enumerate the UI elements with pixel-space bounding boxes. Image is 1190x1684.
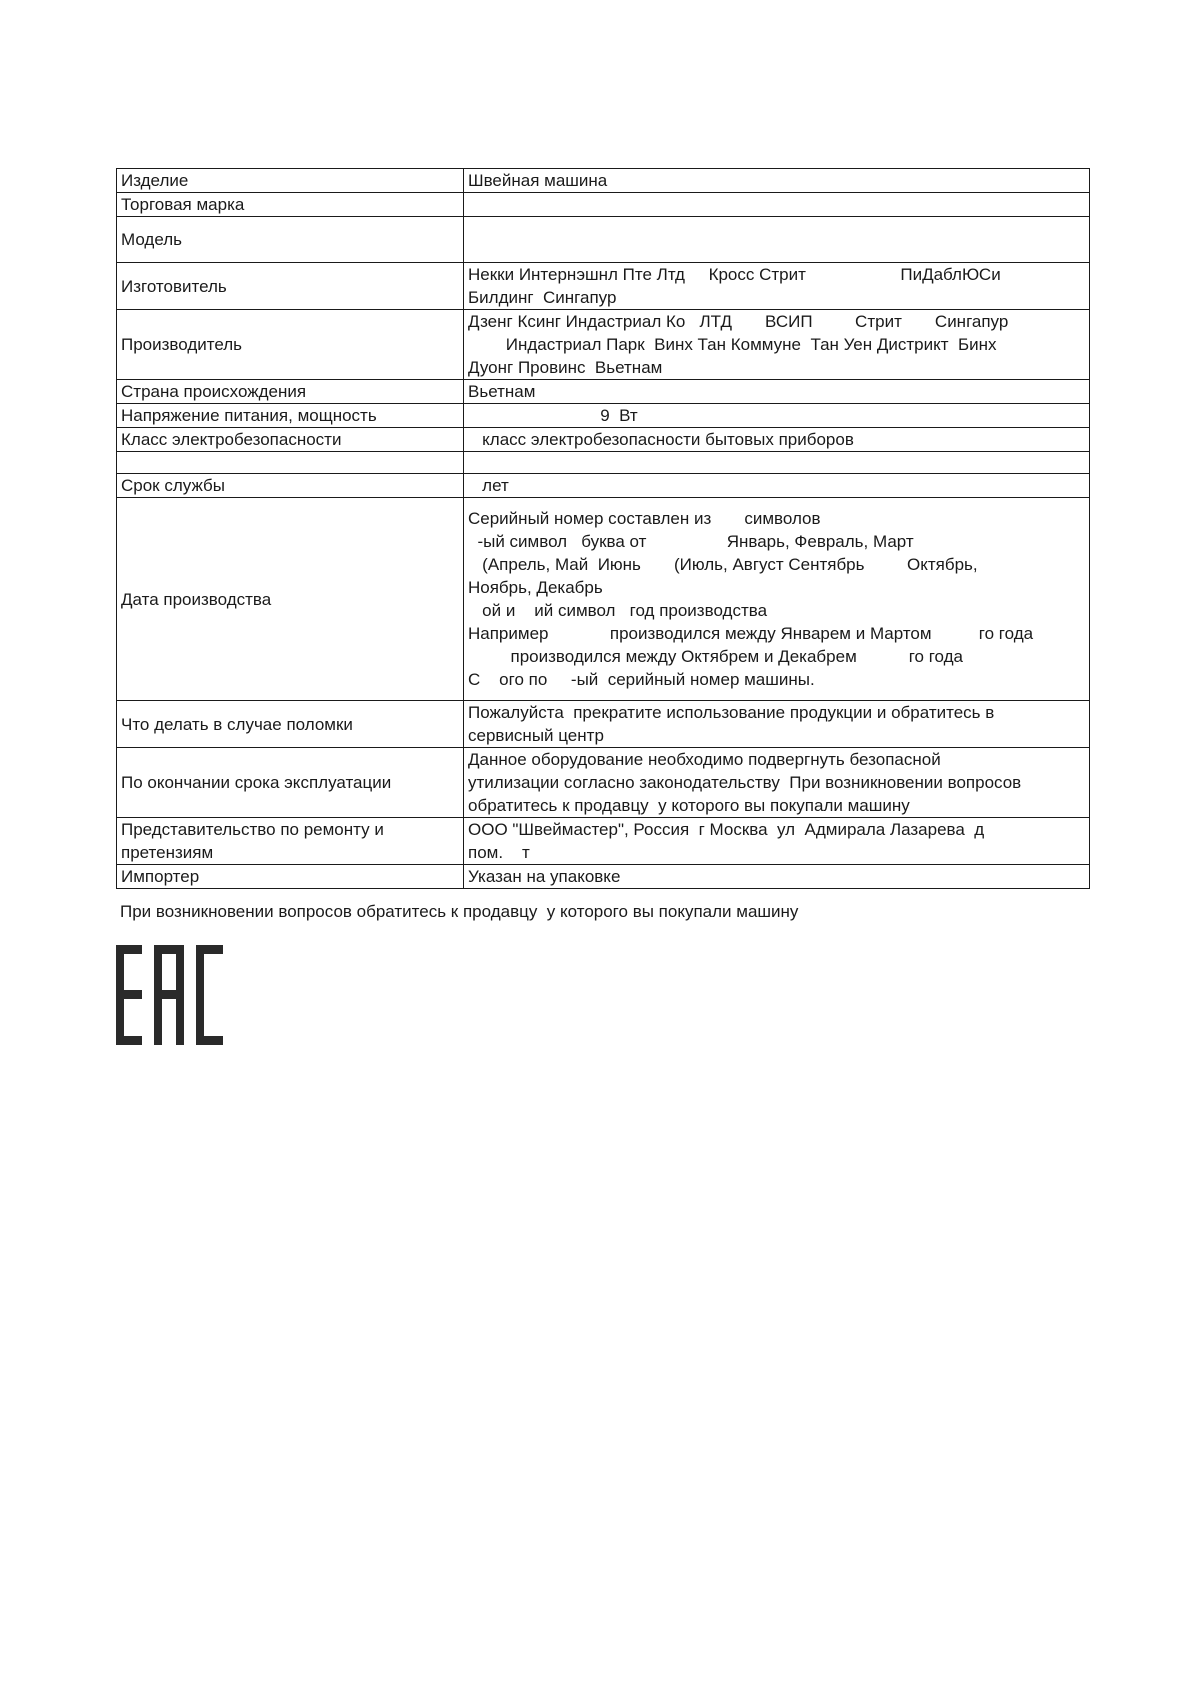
row-value: [464, 193, 1090, 217]
table-row-production-date: [117, 498, 1090, 701]
table-row-product: [117, 169, 1090, 193]
row-label: Дата производства: [117, 498, 464, 701]
row-label: Что делать в случае поломки: [117, 701, 464, 748]
table-row-brand: [117, 193, 1090, 217]
table-row-service-life: [117, 474, 1090, 498]
eac-mark-icon: [116, 945, 226, 1045]
table-row-power: [117, 404, 1090, 428]
row-value: 9 Вт: [464, 404, 1090, 428]
row-label: Класс электробезопасности: [117, 428, 464, 452]
row-label: Торговая марка: [117, 193, 464, 217]
table-row-model: [117, 217, 1090, 263]
row-label: Изделие: [117, 169, 464, 193]
row-value: лет: [464, 474, 1090, 498]
table-row-end-of-life: [117, 748, 1090, 818]
row-value: Серийный номер составлен из символов -ый символ буква от Январь, Февраль, Март (Апрель, Май Июнь (Июль, Август Сентябрь Октябрь, Ноябрь, Декабрь ой и ий символ год производства Например производился между Январем и Мартом го года производился между Октябрем и Декабрем го года С ого по -ый серийный номер машины.: [464, 498, 1090, 701]
row-label: Производитель: [117, 310, 464, 380]
table-row-country: [117, 380, 1090, 404]
row-label: [117, 452, 464, 474]
row-value: Указан на упаковке: [464, 865, 1090, 889]
product-info-table: [116, 168, 1090, 889]
table-row-importer: [117, 865, 1090, 889]
table-row-producer: [117, 310, 1090, 380]
footer-note: При возникновении вопросов обратитесь к продавцу у которого вы покупали машину: [120, 902, 799, 921]
table-row-manufacturer: [117, 263, 1090, 310]
table-row-representative: [117, 818, 1090, 865]
row-value: Швейная машина: [464, 169, 1090, 193]
row-label: Напряжение питания, мощность: [117, 404, 464, 428]
table-row-safety-class: [117, 428, 1090, 452]
row-value: Вьетнам: [464, 380, 1090, 404]
row-value: Некки Интернэшнл Пте Лтд Кросс Стрит ПиДаблЮСи Билдинг Сингапур: [464, 263, 1090, 310]
row-value: Данное оборудование необходимо подвергнуть безопасной утилизации согласно законодательству При возникновении вопросов обратитесь к продавцу у которого вы покупали машину: [464, 748, 1090, 818]
row-value: Дзенг Ксинг Индастриал Ко ЛТД ВСИП Стрит Сингапур Индастриал Парк Винх Тан Коммуне Тан Уен Дистрикт Бинх Дуонг Провинс Вьетнам: [464, 310, 1090, 380]
eac-logo: [116, 945, 226, 1050]
row-label: Импортер: [117, 865, 464, 889]
table-row-breakdown: [117, 701, 1090, 748]
row-value: [464, 217, 1090, 263]
row-label: По окончании срока эксплуатации: [117, 748, 464, 818]
row-label: Изготовитель: [117, 263, 464, 310]
row-label: Представительство по ремонту и претензиям: [117, 818, 464, 865]
row-label: Страна происхождения: [117, 380, 464, 404]
row-value: ООО "Швеймастер", Россия г Москва ул Адмирала Лазарева д пом. т: [464, 818, 1090, 865]
row-value: класс электробезопасности бытовых приборов: [464, 428, 1090, 452]
row-value: Пожалуйста прекратите использование продукции и обратитесь в сервисный центр: [464, 701, 1090, 748]
table-row-empty: [117, 452, 1090, 474]
row-value: [464, 452, 1090, 474]
row-label: Модель: [117, 217, 464, 263]
row-label: Срок службы: [117, 474, 464, 498]
